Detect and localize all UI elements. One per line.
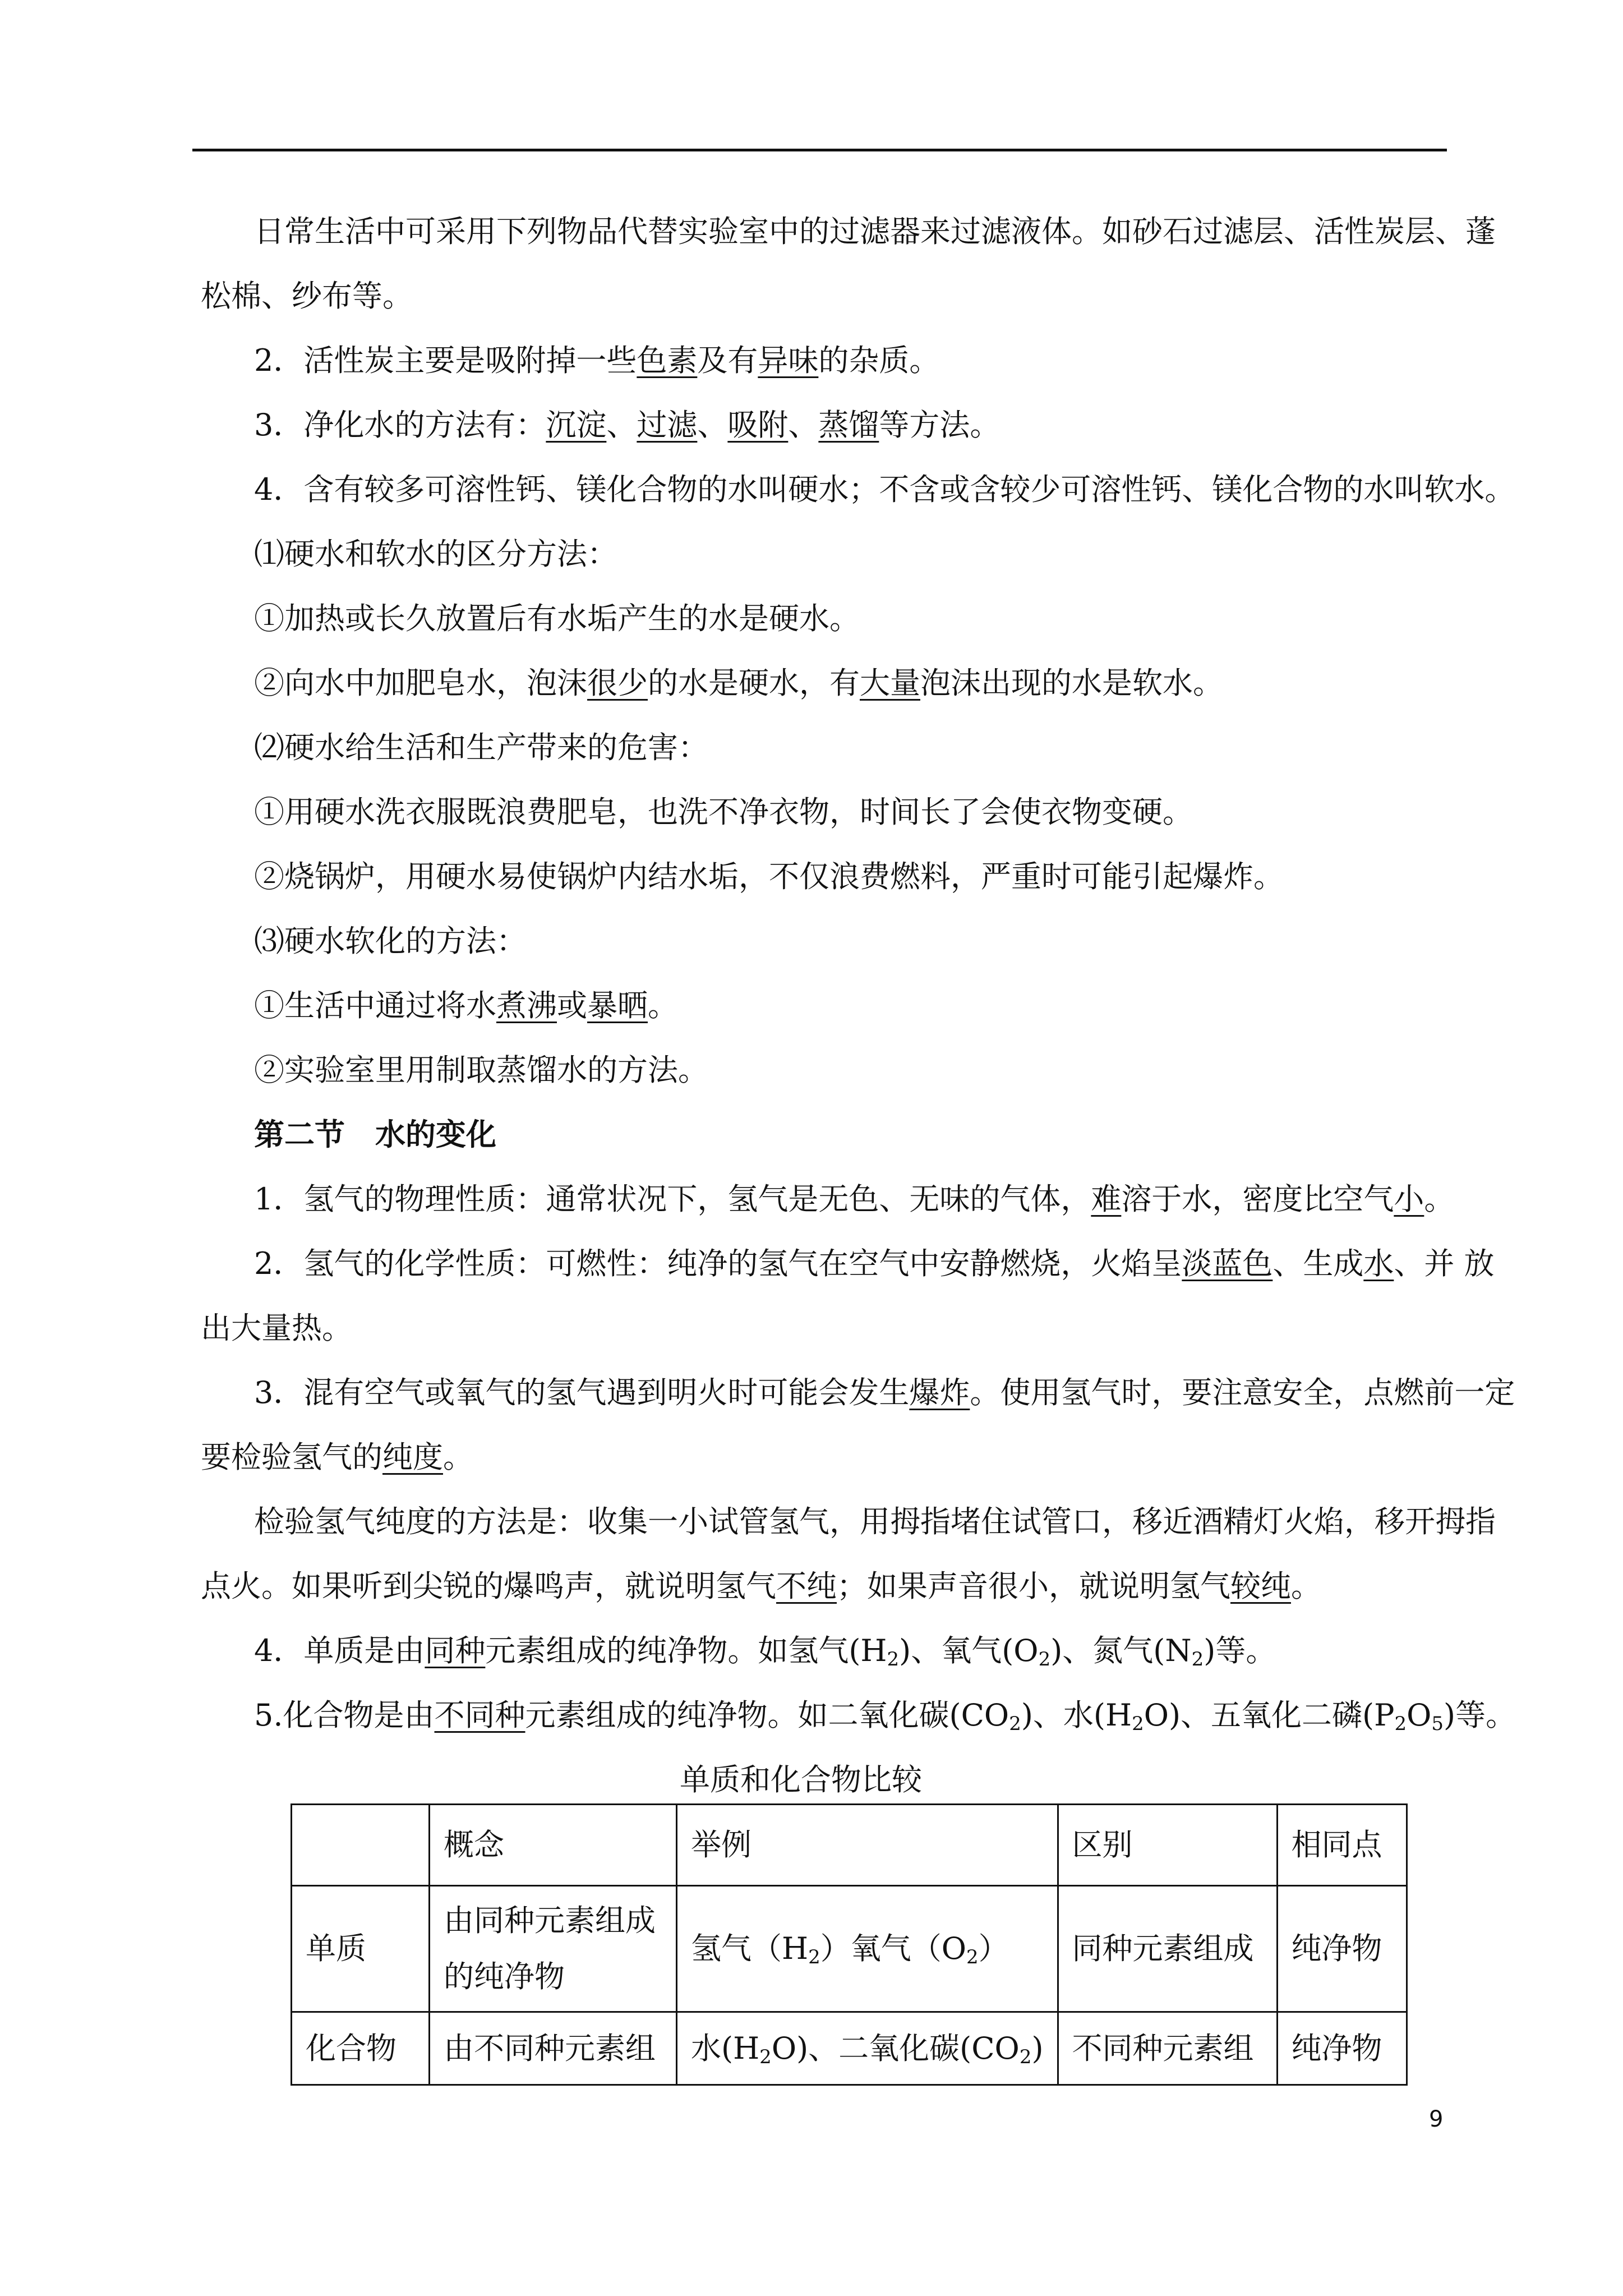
section-heading: 第二节 水的变化 [254,1117,496,1152]
paragraph: 日常生活中可采用下列物品代替实验室中的过滤器来过滤液体。如砂石过滤层、活性炭层、蓬 [254,214,1496,249]
paragraph: 3．净化水的方法有：沉淀、过滤、吸附、蒸馏等方法。 [254,407,1000,443]
table-header-row [292,1805,1407,1886]
paragraph: 点火。如果听到尖锐的爆鸣声，就说明氢气不纯；如果声音很小，就说明氢气较纯。 [201,1568,1321,1604]
paragraph: 出大量热。 [201,1310,352,1346]
paragraph: ①用硬水洗衣服既浪费肥皂，也洗不净衣物，时间长了会使衣物变硬。 [254,794,1193,830]
paragraph: ⑵硬水给生活和生产带来的危害： [254,730,708,765]
comparison-table [291,1803,1408,2086]
page-number: 9 [1429,2106,1444,2132]
paragraph: 4．含有较多可溶性钙、镁化合物的水叫硬水；不含或含较少可溶性钙、镁化合物的水叫软水。 [254,472,1515,507]
page-body [201,199,1516,1812]
paragraph: ②实验室里用制取蒸馏水的方法。 [254,1052,708,1088]
paragraph: 5.化合物是由不同种元素组成的纯净物。如二氧化碳$(CO_2)$、水$(H_2O)$、五氧化二磷$(P_2O_5)$等。 [254,1697,1516,1735]
paragraph: ⑴硬水和软水的区分方法： [254,536,617,572]
table-row [292,2012,1407,2085]
table-cell: 由不同种元素组 [430,2012,677,2085]
paragraph: 松棉、纱布等。 [201,278,413,314]
table-cell: 概念 [430,1805,677,1886]
paragraph: ①加热或长久放置后有水垢产生的水是硬水。 [254,601,860,636]
table-cell: 纯净物 [1277,2012,1407,2085]
header-rule [192,149,1447,151]
paragraph: 1．氢气的物理性质：通常状况下，氢气是无色、无味的气体，难溶于水，密度比空气小。 [254,1181,1455,1217]
paragraph: 4．单质是由同种元素组成的纯净物。如氢气$(H_2)$、氧气$(O_2)$、氮气$(N_2)$等。 [254,1633,1276,1671]
table-cell: 氢气$(H_2)$氧气$(O_2)$ [677,1886,1058,2012]
table-cell: 由同种元素组成 的纯净物 [430,1886,677,2012]
table-cell [292,1805,430,1886]
paragraph: ⑶硬水软化的方法： [254,923,527,959]
table-title: 单质和化合物比较 [680,1762,922,1797]
table-cell: 单质 [292,1886,430,2012]
paragraph: 检验氢气纯度的方法是：收集一小试管氢气，用拇指堵住试管口，移近酒精灯火焰，移开拇指 [254,1504,1496,1539]
table-cell: 举例 [677,1805,1058,1886]
paragraph: 2．活性炭主要是吸附掉一些色素及有异味的杂质。 [254,343,940,378]
table-row [292,1886,1407,2012]
paragraph: ②向水中加肥皂水，泡沫很少的水是硬水，有大量泡沫出现的水是软水。 [254,665,1223,701]
table-cell: 不同种元素组 [1058,2012,1277,2085]
paragraph: ①生活中通过将水煮沸或暴晒。 [254,988,678,1023]
table-cell: 水$(H_2O)$、二氧化碳$(CO_2)$ [677,2012,1058,2085]
paragraph: 3．混有空气或氧气的氢气遇到明火时可能会发生爆炸。使用氢气时，要注意安全，点燃前一定 [254,1375,1515,1410]
paragraph: ②烧锅炉，用硬水易使锅炉内结水垢，不仅浪费燃料，严重时可能引起爆炸。 [254,859,1284,894]
paragraph: 2．氢气的化学性质：可燃性：纯净的氢气在空气中安静燃烧，火焰呈淡蓝色、生成水、并 放 [254,1246,1495,1281]
table-cell: 相同点 [1277,1805,1407,1886]
table-cell: 化合物 [292,2012,430,2085]
table-cell: 同种元素组成 [1058,1886,1277,2012]
paragraph: 要检验氢气的纯度。 [201,1439,473,1475]
table-cell: 区别 [1058,1805,1277,1886]
table-cell: 纯净物 [1277,1886,1407,2012]
